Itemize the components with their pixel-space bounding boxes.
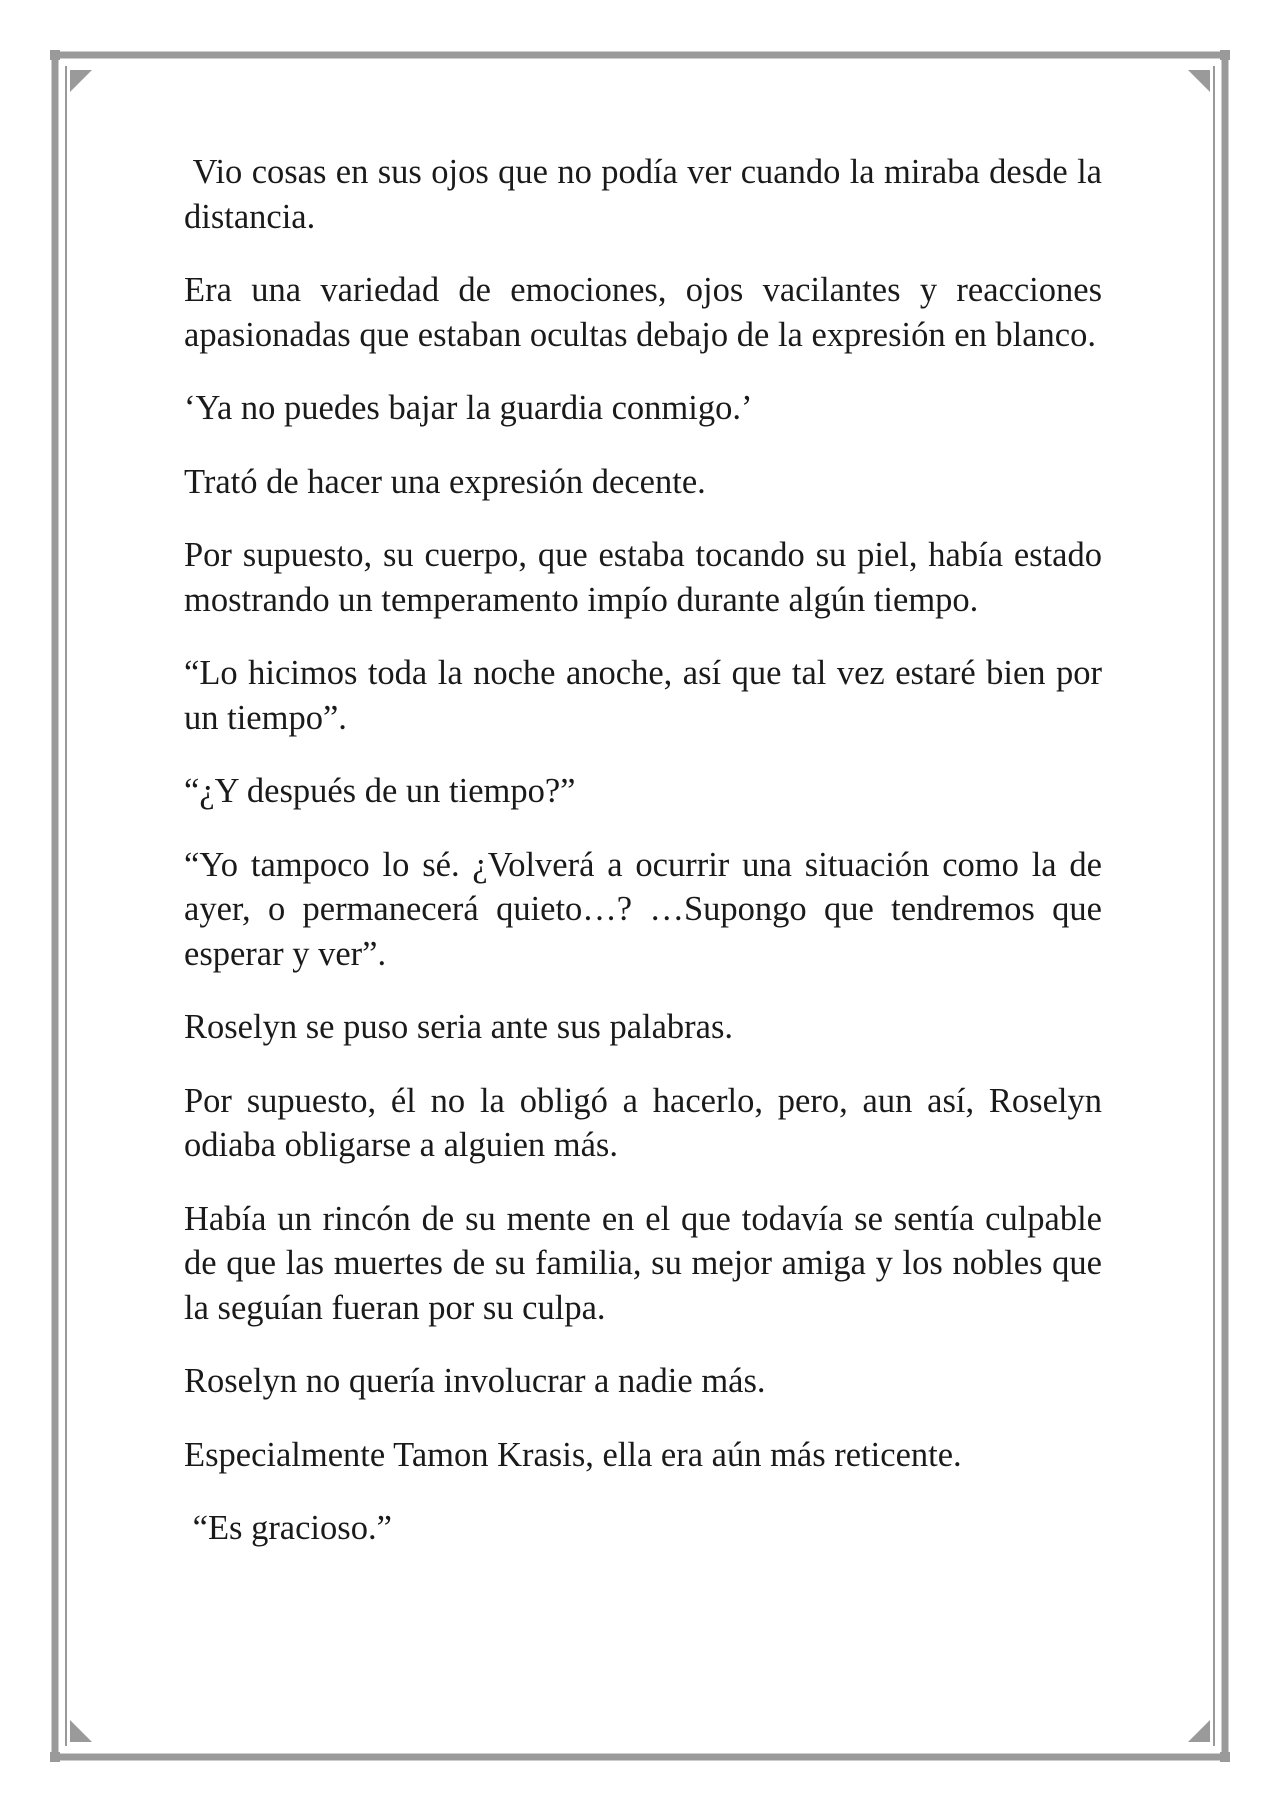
paragraph: ‘Ya no puedes bajar la guardia conmigo.’ xyxy=(184,389,753,427)
paragraph: Había un rincón de su mente en el que todavía se sentía culpable de que las muertes de su familia, su mejor amiga y los nobles que la seguían fueran por su culpa. xyxy=(184,1199,1102,1327)
paragraph: Roselyn se puso seria ante sus palabras. xyxy=(184,1008,734,1046)
paragraph: Por supuesto, su cuerpo, que estaba tocando su piel, había estado mostrando un temperamento impío durante algún tiempo. xyxy=(184,536,1102,619)
paragraph: “¿Y después de un tiempo?” xyxy=(184,772,576,810)
paragraph: “Es gracioso.” xyxy=(192,1509,392,1547)
paragraph: Roselyn no quería involucrar a nadie más. xyxy=(184,1362,766,1400)
paragraph: Era una variedad de emociones, ojos vacilantes y reacciones apasionadas que estaban ocultas debajo de la expresión en blanco. xyxy=(184,271,1102,354)
paragraph: Por supuesto, él no la obligó a hacerlo, pero, aun así, Roselyn odiaba obligarse a alguien más. xyxy=(184,1081,1102,1164)
paragraph: Especialmente Tamon Krasis, ella era aún más reticente. xyxy=(184,1435,962,1474)
paragraph: “Lo hicimos toda la noche anoche, así que tal vez estaré bien por un tiempo”. xyxy=(184,654,1102,737)
paragraph: Vio cosas en sus ojos que no podía ver cuando la miraba desde la distancia. xyxy=(184,153,1102,236)
page-body-text xyxy=(184,150,1102,1580)
paragraph: Trató de hacer una expresión decente. xyxy=(184,462,706,501)
paragraph: “Yo tampoco lo sé. ¿Volverá a ocurrir una situación como la de ayer, o permanecerá quieto…? …Supongo que tendremos que esperar y ver”. xyxy=(184,845,1102,973)
